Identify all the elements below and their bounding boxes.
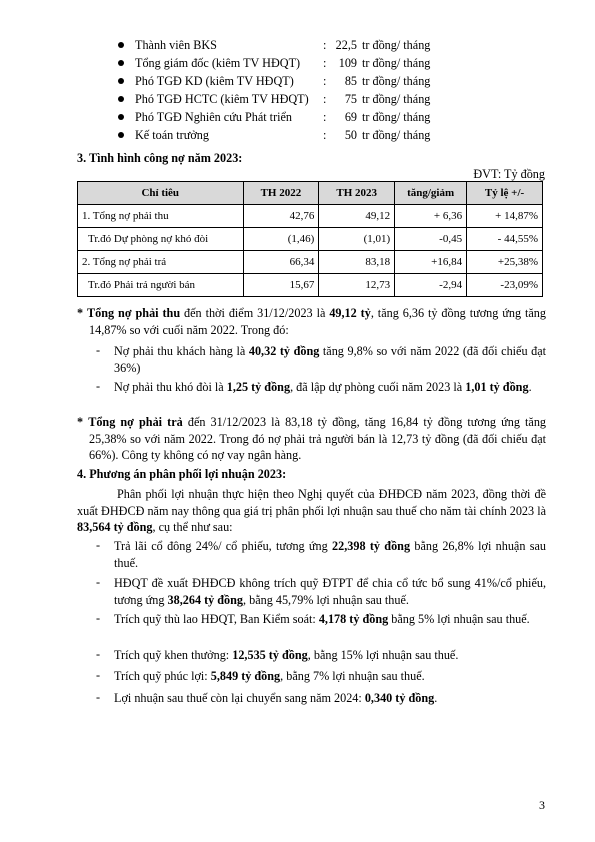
unit-note: ĐVT: Tỷ đồng (473, 167, 545, 181)
table-cell: +16,84 (395, 251, 467, 274)
colon: : (323, 38, 327, 52)
list-item: - Nợ phải thu khó đòi là 1,25 tỷ đồng, đã lập dự phòng cuối năm 2023 là 1,01 tỷ đồng. (96, 379, 532, 394)
colon: : (323, 110, 327, 124)
table-cell: - 44,55% (467, 228, 543, 251)
bullet-icon (118, 60, 124, 66)
table-cell: (1,01) (319, 228, 395, 251)
colon: : (323, 128, 327, 142)
salary-amount: 85 (344, 74, 357, 88)
table-cell: -0,45 (395, 228, 467, 251)
table-cell: 2. Tổng nợ phải trả (78, 251, 244, 274)
profit-intro-paragraph: Phân phối lợi nhuận thực hiện theo Nghị quyết của ĐHĐCĐ năm 2023, đồng thời đề xuất ĐHĐCĐ năm nay thông qua giá trị phân phối lợi nhuận sau thuế cho năm tài chính 2023 là 83,564 tỷ đồng, cụ thể như sau: (77, 487, 546, 534)
salary-unit: tr đồng/ tháng (362, 92, 431, 106)
colon: : (323, 74, 327, 88)
page-number: 3 (539, 798, 545, 812)
list-item: - Trích quỹ thù lao HĐQT, Ban Kiểm soát: 4,178 tỷ đồng bằng 5% lợi nhuận sau thuế. (96, 611, 530, 626)
salary-unit: tr đồng/ tháng (362, 110, 431, 124)
salary-unit: tr đồng/ tháng (362, 38, 431, 52)
table-header: Tỷ lệ +/- (467, 182, 543, 205)
list-item: - Nợ phải thu khách hàng là 40,32 tỷ đồng tăng 9,8% so với năm 2022 (đã đối chiếu đạt 36%) (96, 343, 547, 375)
colon: : (323, 92, 327, 106)
payable-paragraph: * Tổng nợ phải trả đến 31/12/2023 là 83,18 tỷ đồng, tăng 16,84 tỷ đồng tương ứng tăng 25,38% so với năm 2022. Trong đó nợ phải trả người bán là 12,73 tỷ đồng (đã đối chiếu đạt 66%). Công ty không có nợ vay ngân hàng. (77, 415, 547, 462)
salary-label: Tổng giám đốc (kiêm TV HĐQT) (135, 56, 301, 70)
table-row (78, 205, 543, 228)
table-header: TH 2023 (319, 182, 395, 205)
table-header: tăng/giảm (395, 182, 467, 205)
salary-amount: 22,5 (335, 38, 357, 52)
table-cell: 42,76 (243, 205, 319, 228)
list-item: - Trả lãi cổ đông 24%/ cổ phiếu, tương ứng 22,398 tỷ đồng bằng 26,8% lợi nhuận sau thuế. (96, 538, 546, 570)
salary-label: Kế toán trưởng (135, 128, 209, 142)
table-header: Chỉ tiêu (78, 182, 244, 205)
dash-marker: - (96, 379, 101, 393)
table-cell: 66,34 (243, 251, 319, 274)
table-cell: (1,46) (243, 228, 319, 251)
dash-marker: - (96, 668, 101, 682)
table-cell: Tr.đó Dự phòng nợ khó đòi (78, 228, 244, 251)
table-cell: +25,38% (467, 251, 543, 274)
salary-unit: tr đồng/ tháng (362, 128, 431, 142)
dash-marker: - (96, 575, 101, 589)
bullet-icon (118, 96, 124, 102)
table-row (78, 251, 543, 274)
receivable-paragraph: * Tổng nợ phải thu đến thời điểm 31/12/2023 là 49,12 tỷ, tăng 6,36 tỷ đồng tương ứng tăng 14,87% so với cuối năm 2022. Trong đó: (77, 306, 546, 337)
colon: : (323, 56, 327, 70)
list-item: - Lợi nhuận sau thuế còn lại chuyển sang năm 2024: 0,340 tỷ đồng. (96, 690, 438, 705)
table-cell: + 6,36 (395, 205, 467, 228)
table-row (78, 274, 543, 297)
salary-label: Phó TGĐ KD (kiêm TV HĐQT) (135, 74, 294, 88)
salary-unit: tr đồng/ tháng (362, 56, 431, 70)
salary-amount: 50 (344, 128, 357, 142)
table-cell: 1. Tổng nợ phải thu (78, 205, 244, 228)
dash-marker: - (96, 343, 101, 357)
table-header: TH 2022 (243, 182, 319, 205)
salary-unit: tr đồng/ tháng (362, 74, 431, 88)
salary-label: Phó TGĐ Nghiên cứu Phát triển (135, 110, 293, 124)
table-cell: 12,73 (319, 274, 395, 297)
salary-label: Thành viên BKS (135, 38, 217, 52)
dash-marker: - (96, 611, 101, 625)
table-cell: -2,94 (395, 274, 467, 297)
bullet-icon (118, 78, 124, 84)
bullet-icon (118, 114, 124, 120)
table-header-row (78, 182, 543, 205)
table-row (78, 228, 543, 251)
table-cell: 83,18 (319, 251, 395, 274)
list-item: - HĐQT đề xuất ĐHĐCĐ không trích quỹ ĐTPT để chia cổ tức bổ sung 41%/cổ phiếu, tương ứng 38,264 tỷ đồng, bằng 45,79% lợi nhuận sau thuế. (96, 575, 546, 607)
bullet-icon (118, 42, 124, 48)
list-item: - Trích quỹ khen thưởng: 12,535 tỷ đồng, bằng 15% lợi nhuận sau thuế. (96, 647, 459, 662)
dash-marker: - (96, 647, 101, 661)
table-cell: 15,67 (243, 274, 319, 297)
salary-amount: 75 (344, 92, 357, 106)
section-heading-profit: 4. Phương án phân phối lợi nhuận 2023: (77, 467, 287, 481)
dash-marker: - (96, 690, 101, 704)
section-heading-debt: 3. Tình hình công nợ năm 2023: (77, 151, 243, 165)
salary-amount: 109 (338, 56, 357, 70)
table-cell: + 14,87% (467, 205, 543, 228)
table-cell: 49,12 (319, 205, 395, 228)
bullet-icon (118, 132, 124, 138)
table-cell: -23,09% (467, 274, 543, 297)
salary-amount: 69 (344, 110, 357, 124)
table-cell: Tr.đó Phải trả người bán (78, 274, 244, 297)
debt-table (77, 181, 543, 297)
list-item: - Trích quỹ phúc lợi: 5,849 tỷ đồng, bằng 7% lợi nhuận sau thuế. (96, 668, 425, 683)
dash-marker: - (96, 538, 101, 552)
salary-label: Phó TGĐ HCTC (kiêm TV HĐQT) (135, 92, 309, 106)
